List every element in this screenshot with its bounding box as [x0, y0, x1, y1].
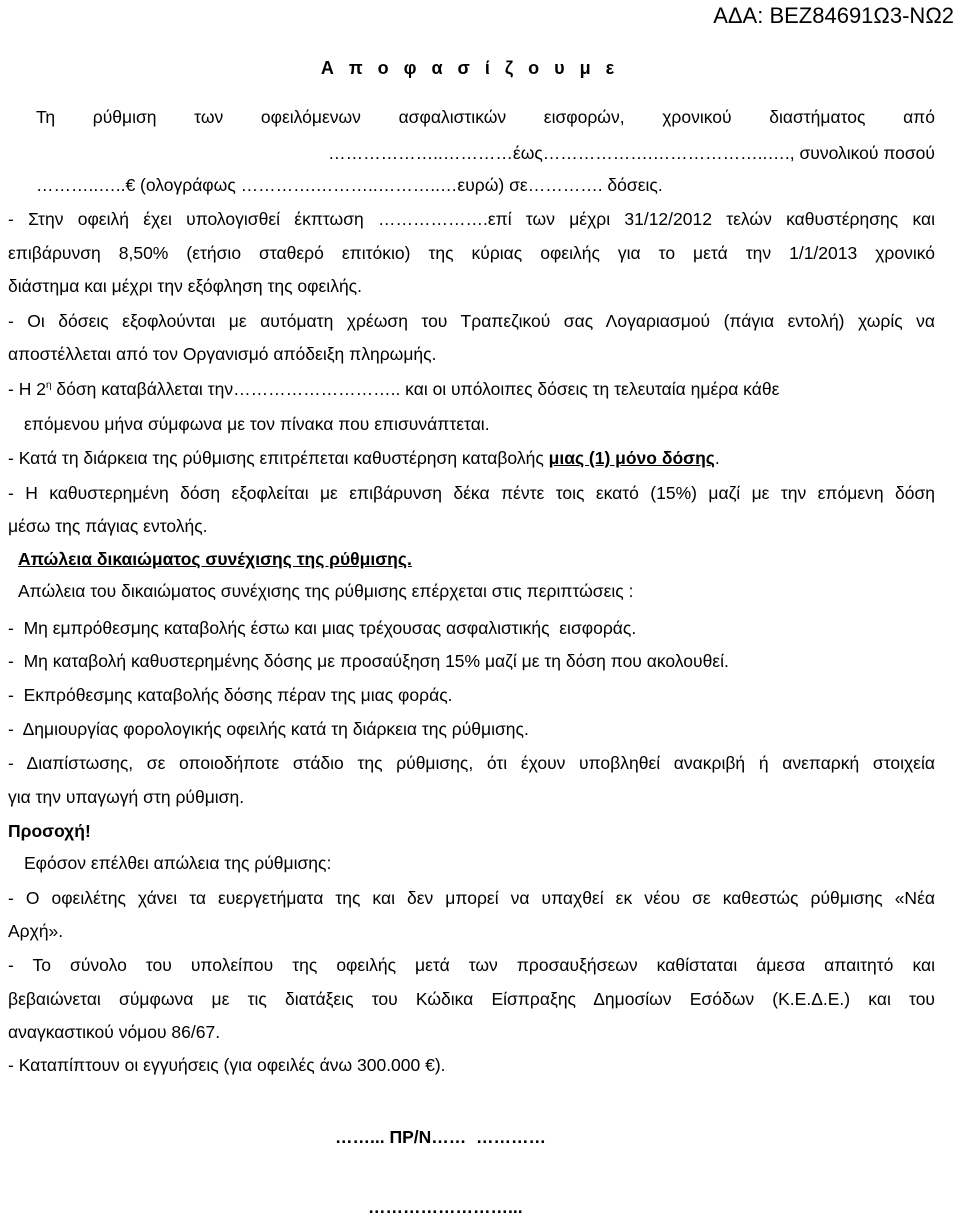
ada-code: ΑΔΑ: ΒΕΖ84691Ω3-ΝΩ2 — [713, 3, 954, 28]
paragraph-4-line-1 — [8, 378, 779, 404]
loss-section-title: Απώλεια δικαιώματος συνέχισης της ρύθμισης. — [18, 549, 412, 569]
loss-item-1 — [8, 617, 636, 639]
loss-item-4-text: Δημιουργίας φορολογικής οφειλής κατά τη διάρκεια της ρύθμισης. — [22, 719, 529, 739]
loss-section-intro: Απώλεια του δικαιώματος συνέχισης της ρύθμισης επέρχεται στις περιπτώσεις : — [18, 581, 634, 601]
paragraph-3-line-1: - Οι δόσεις εξοφλούνται με αυτόματη χρέωση του Τραπεζικού σας Λογαριασμού (πάγια εντολή) χωρίς να — [8, 311, 935, 331]
signature-name: ……………………... — [368, 1197, 523, 1217]
paragraph-1-line-2: ………………..…………έως……………….………………..…., συνολικού ποσού — [328, 143, 935, 163]
dash: - — [8, 618, 24, 638]
paragraph-4-superscript: η — [45, 380, 52, 391]
paragraph-4-line-2: επόμενου μήνα σύμφωνα με τον πίνακα που επισυνάπτεται. — [24, 414, 490, 434]
paragraph-4-rest: δόση καταβάλλεται την……………………….. και οι υπόλοιπες δόσεις τη τελευταία ημέρα κάθε — [51, 379, 780, 399]
attention-intro: Εφόσον επέλθει απώλεια της ρύθμισης: — [24, 853, 332, 873]
loss-item-1-text: Μη εμπρόθεσμης καταβολής έστω και μιας τρέχουσας ασφαλιστικής εισφοράς. — [23, 618, 637, 638]
paragraph-1-line-3: ………..…..€ (ολογράφως ………….………..………..…ευρώ) σε…………. δόσεις. — [36, 175, 663, 195]
loss-item-5-text: Διαπίστωσης, σε οποιοδήποτε στάδιο της ρύθμισης, ότι έχουν υποβληθεί ανακριβή ή ανεπαρκή στοιχεία — [26, 753, 935, 773]
attention-item-1-line-1: - Ο οφειλέτης χάνει τα ευεργετήματα της και δεν μπορεί να υπαχθεί εκ νέου σε καθεστώς ρύθμισης «Νέα — [8, 888, 935, 908]
attention-item-2-line-1: - Το σύνολο του υπολείπου της οφειλής μετά των προσαυξήσεων καθίσταται άμεσα απαιτητό και — [8, 955, 935, 975]
paragraph-5-emphasis: μιας (1) μόνο δόσης — [548, 448, 715, 468]
signature-role: ……... ΠΡ/Ν…… ………… — [335, 1127, 546, 1147]
dash: - — [8, 685, 24, 705]
paragraph-6-line-2: μέσω της πάγιας εντολής. — [8, 516, 208, 536]
paragraph-5-end: . — [714, 448, 720, 468]
attention-title: Προσοχή! — [8, 821, 91, 841]
paragraph-2-line-3: διάστημα και μέχρι την εξόφληση της οφειλής. — [8, 276, 362, 296]
paragraph-6-line-1: - Η καθυστερημένη δόση εξοφλείται με επιβάρυνση δέκα πέντε τοις εκατό (15%) μαζί με την επόμενη δόση — [8, 483, 935, 503]
paragraph-3-line-2: αποστέλλεται από τον Οργανισμό απόδειξη πληρωμής. — [8, 344, 437, 364]
loss-item-5-line-1 — [8, 752, 935, 774]
paragraph-5 — [8, 447, 720, 469]
loss-item-3 — [8, 684, 453, 706]
dash: - — [8, 753, 27, 773]
loss-item-2-text: Μη καταβολή καθυστερημένης δόσης με προσαύξηση 15% μαζί με τη δόση που ακολουθεί. — [23, 651, 729, 671]
paragraph-2-line-1: - Στην οφειλή έχει υπολογισθεί έκπτωση ……………….επί των μέχρι 31/12/2012 τελών καθυστέρησης και — [8, 209, 935, 229]
dash: - — [8, 719, 23, 739]
attention-item-2-line-2: βεβαιώνεται σύμφωνα με τις διατάξεις του Κώδικα Είσπραξης Δημοσίων Εσόδων (Κ.Ε.Δ.Ε.) και του — [8, 989, 935, 1009]
paragraph-4-prefix: - Η 2 — [8, 379, 46, 399]
attention-item-1-line-2: Αρχή». — [8, 921, 64, 941]
decision-heading: Α π ο φ α σ ί ζ ο υ μ ε — [320, 58, 620, 78]
attention-item-2-line-3: αναγκαστικού νόμου 86/67. — [8, 1022, 221, 1042]
loss-item-5-line-2: για την υπαγωγή στη ρύθμιση. — [8, 787, 245, 807]
paragraph-2-line-2: επιβάρυνση 8,50% (ετήσιο σταθερό επιτόκιο) της κύριας οφειλής για το μετά την 1/1/2013 χρονικό — [8, 243, 935, 263]
loss-item-3-text: Εκπρόθεσμης καταβολής δόσης πέραν της μιας φοράς. — [23, 685, 453, 705]
paragraph-1-line-1: Τη ρύθμιση των οφειλόμενων ασφαλιστικών εισφορών, χρονικού διαστήματος από — [36, 107, 935, 127]
loss-item-4 — [8, 718, 529, 740]
loss-item-2 — [8, 650, 729, 672]
attention-item-3: - Καταπίπτουν οι εγγυήσεις (για οφειλές άνω 300.000 €). — [8, 1055, 446, 1075]
dash: - — [8, 651, 24, 671]
paragraph-5-text: - Κατά τη διάρκεια της ρύθμισης επιτρέπεται καθυστέρηση καταβολής — [8, 448, 549, 468]
